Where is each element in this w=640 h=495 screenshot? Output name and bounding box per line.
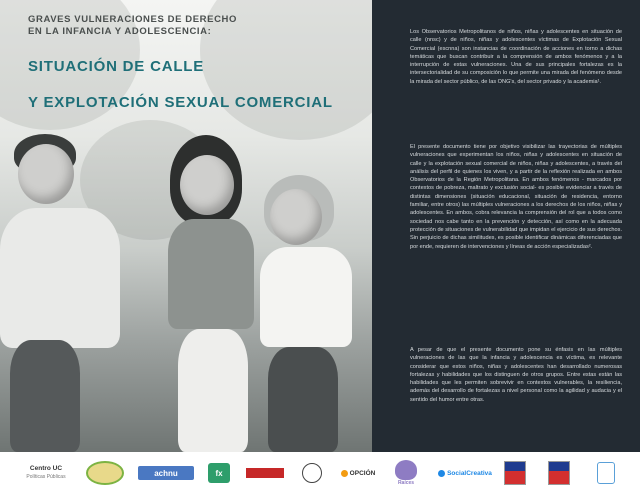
logo-strip <box>0 452 640 495</box>
document-title-line2: Y EXPLOTACIÓN SEXUAL COMERCIAL <box>28 94 333 111</box>
red-banner-logo <box>246 468 284 478</box>
government-flag-logo-2 <box>548 460 570 486</box>
seal-logo <box>302 460 322 486</box>
paragraph-2: El presente documento tiene por objetivo visibilizar las trayectorias de múltiples vulneraciones que experimentan los niños, niñas y adolescentes en situación de calle y la explotación sexual comercial de niños, niñas y adolescentes, a través del análisis del perfil de quienes los viven, y a partir de la reflexión realizada en ambos Observatorios de la Región Metropolitana. En ambos fenómenos - marcados por contextos de pobreza, maltrato y exclusión social- es posible evidenciar a través de distintas dimensiones (situación educacional, situación de residencia, entorno familiar, entre otros) las múltiples vulneraciones a los derechos de los niños, niñas y adolescentes. En ambos, cobra relevancia la comprensión del rol que a todos como sociedad nos cabe tanto en la prevención y detección, así como en la adecuada protección de situaciones de vulnerabilidad que impidan el ejercicio de sus derechos. Sin perjuicio de dichas similitudes, es posible identificar dinámicas diferenciadas que por ende, requieren de intervenciones y líneas de acción especializadas². <box>410 144 622 250</box>
government-flag-logo-1 <box>504 460 526 486</box>
opcion-logo: OPCIÓN <box>338 460 378 486</box>
paragraph-1: Los Observatorios Metropolitanos de niños, niñas y adolescentes en situación de calle (nnsc) y de niños, niñas y adolescentes víctimas de Explotación Sexual Comercial (escnna) son instancias de coordinación de acciones en torno a dichas temáticas que buscan contribuir a la comprensión de ambos fenómenos y a la interrupción de estas vulneraciones. Una de sus principales fortalezas es la intersectorialidad de su composición lo que permite una mirada del fenómeno desde la mirada del sector público, de las ONG's, del sector privado y la academia¹. <box>410 29 622 85</box>
centro-uc-logo: Centro UC Políticas Públicas <box>26 465 66 480</box>
child-figure-left <box>0 130 140 452</box>
social-creativa-logo: SocialCreativa <box>434 460 496 486</box>
document-title-line1: SITUACIÓN DE CALLE <box>28 58 205 75</box>
ministry-logo <box>594 460 618 486</box>
child-figure-right <box>250 175 370 452</box>
fx-logo: fx <box>208 463 230 483</box>
paragraph-3: A pesar de que el presente documento pone su énfasis en las múltiples vulneraciones de las que la infancia y adolescencia es víctima, es relevante considerar que estos niños, niñas y adolescentes han desarrollado numerosas fortalezas y habilidades que los distinguen de otros grupos. Entre estas están las habilidades que les permiten sobrevivir en contextos vulnerables, la resiliencia, además del desarrollo de fortalezas a nivel personal como la agilidad y audacia y el sentido del humor entre otras. <box>410 347 622 403</box>
text-panel <box>372 0 640 452</box>
partner-emblem-logo <box>84 460 126 486</box>
achnu-logo: achnu <box>138 466 194 480</box>
document-kicker: GRAVES VULNERACIONES DE DERECHO EN LA INFANCIA Y ADOLESCENCIA: <box>28 14 237 37</box>
raices-logo: Raíces <box>392 460 420 486</box>
